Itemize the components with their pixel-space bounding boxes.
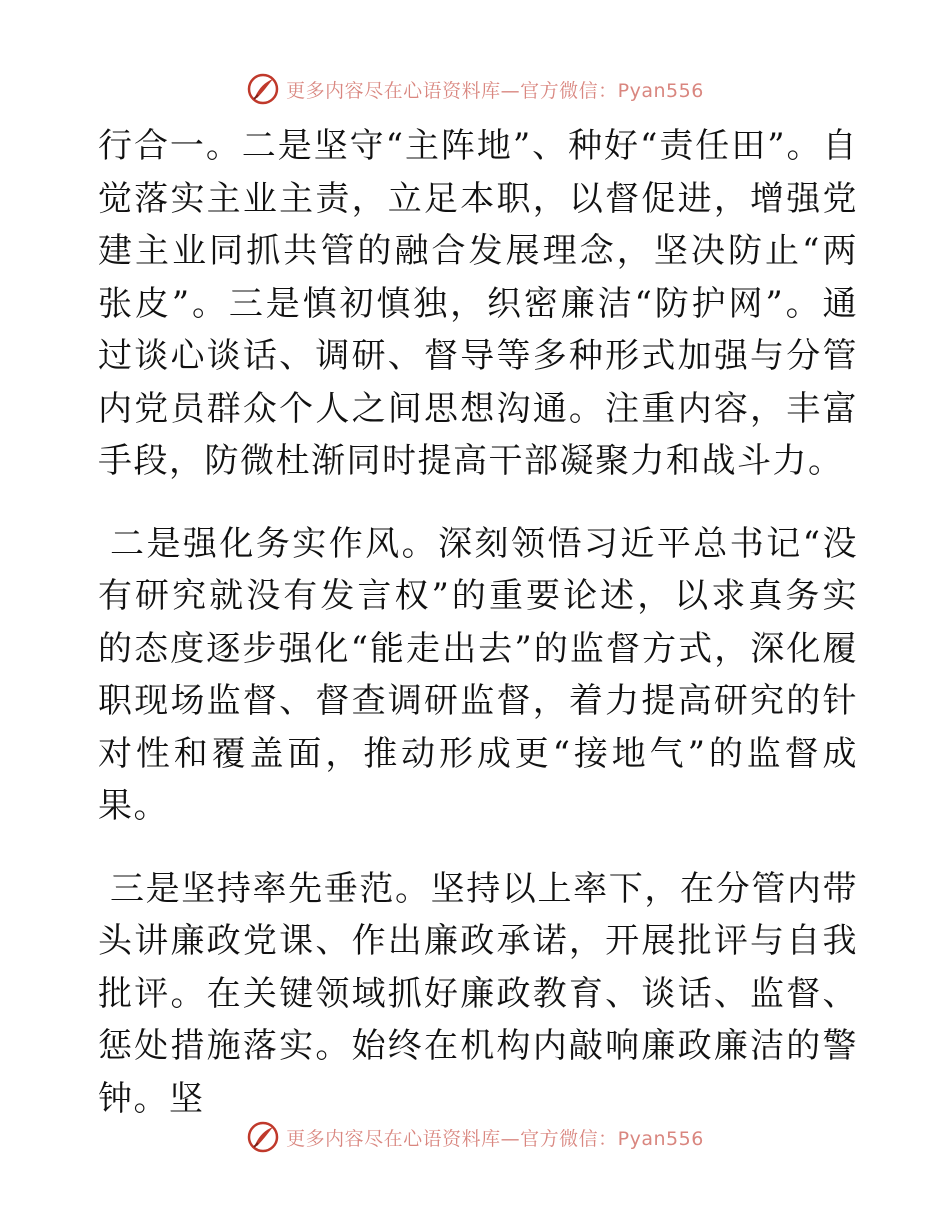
quill-logo-icon <box>246 1120 280 1154</box>
paragraph-1: 行合一。二是坚守“主阵地”、种好“责任田”。自觉落实主业主责，立足本职，以督促进，增强党建主业同抓共管的融合发展理念，坚决防止“两张皮”。三是慎初慎独，织密廉洁“防护网”。通过谈心谈话、调研、督导等多种形式加强与分管内党员群众个人之间思想沟通。注重内容，丰富手段，防微杜渐同时提高干部凝聚力和战斗力。 <box>98 126 858 481</box>
document-body <box>98 120 858 1125</box>
watermark-text: 更多内容尽在心语资料库—官方微信：Pyan556 <box>286 79 704 102</box>
quill-logo-icon <box>246 72 280 106</box>
watermark-text: 更多内容尽在心语资料库—官方微信：Pyan556 <box>286 1127 704 1150</box>
footer-watermark <box>0 1120 950 1154</box>
header-watermark <box>0 72 950 106</box>
paragraph-2: 二是强化务实作风。深刻领悟习近平总书记“没有研究就没有发言权”的重要论述，以求真务实的态度逐步强化“能走出去”的监督方式，深化履职现场监督、督查调研监督，着力提高研究的针对性和覆盖面，推动形成更“接地气”的监督成果。 <box>98 523 858 826</box>
paragraph-3: 三是坚持率先垂范。坚持以上率下，在分管内带头讲廉政党课、作出廉政承诺，开展批评与自我批评。在关键领域抓好廉政教育、谈话、监督、惩处措施落实。始终在机构内敲响廉政廉洁的警钟。坚 <box>98 868 858 1119</box>
